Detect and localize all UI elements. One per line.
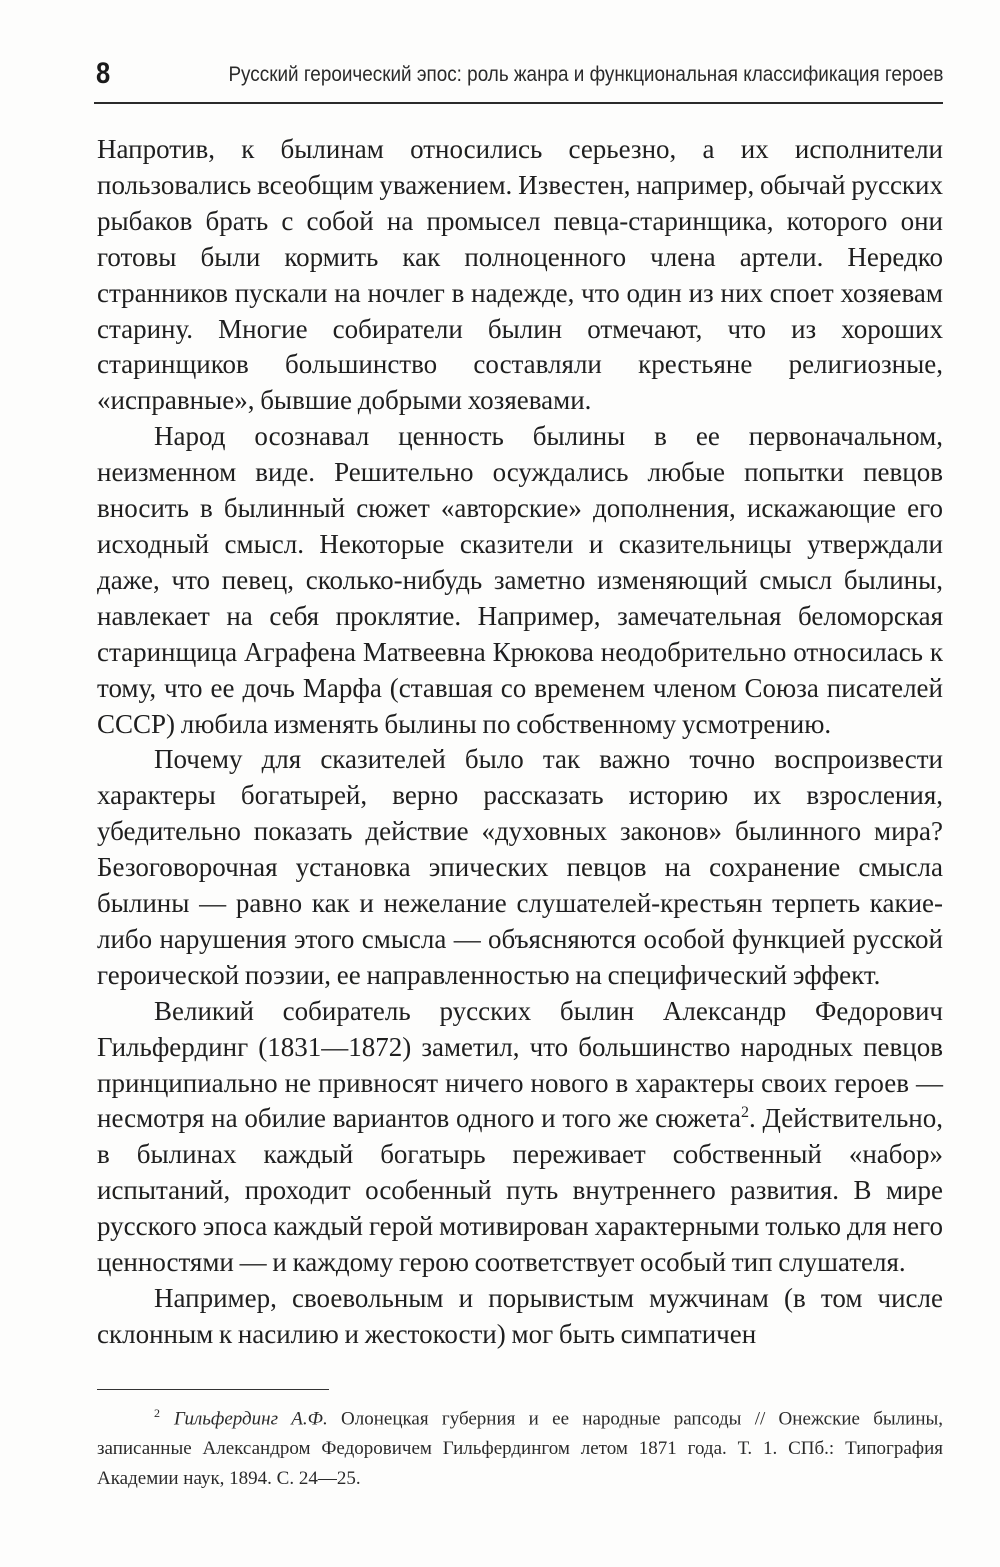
footnote-text: Олонецкая губерния и ее народные рапсоды // Онежские былины, записанные Александром Федоровичем Гильфердингом летом 1871 года. Т. 1. СПб.: Типография Академии наук, 1894. С. 24—25.	[97, 1408, 943, 1490]
paragraph-2: Народ осознавал ценность былины в ее первоначальном, неизменном виде. Решительно осуждались любые попытки певцов вносить в былинный сюжет «авторские» дополнения, искажающие его исходный смысл. Некоторые сказители и сказительницы утверждали даже, что певец, сколько-нибудь заметно изменяющий смысл былины, навлекает на себя проклятие. Например, замечательная беломорская старинщица Аграфена Матвеевна Крюкова неодобрительно относилась к тому, что ее дочь Марфа (ставшая со временем членом Союза писателей СССР) любила изменять былины по собственному усмотрению.	[97, 421, 943, 739]
paragraph-4	[97, 994, 943, 1281]
paragraph-1: Напротив, к былинам относились серьезно, а их исполнители пользовались всеобщим уважением. Известен, например, обычай русских рыбаков брать с собой на промысел певца-старинщика, которого они готовы были кормить как полноценного члена артели. Нередко странников пускали на ночлег в надежде, что один из них споет хозяевам старину. Многие собиратели былин отмечают, что из хороших старинщиков большинство составляли крестьяне религиозные, «исправные», бывшие добрыми хозяевами.	[97, 134, 943, 416]
body-text	[97, 132, 943, 1353]
running-title: Русский героический эпос: роль жанра и функциональная классификация героев	[227, 63, 943, 86]
footnote-divider	[97, 1389, 329, 1390]
footnote-author: Гильфердинг А.Ф.	[174, 1408, 328, 1430]
footnote	[97, 1398, 943, 1494]
running-header	[94, 52, 943, 104]
footnote-number: 2	[154, 1406, 160, 1420]
paragraph-4-text-after-ref: . Действительно, в былинах каждый богатырь переживает собственный «набор» испытаний, проходит особенный путь внутреннего развития. В мире русского эпоса каждый герой мотивирован характерными только для него ценностями — и каждому герою соответствует особый тип слушателя.	[97, 1103, 943, 1278]
paragraph-4-text-before-ref: Великий собиратель русских былин Александр Федорович Гильфердинг (1831—1872) заметил, что большинство народных певцов принципиально не привносят ничего нового в характеры своих героев — несмотря на обилие вариантов одного и того же сюжета	[97, 995, 943, 1134]
paragraph-3: Почему для сказителей было так важно точно воспроизвести характеры богатырей, верно рассказать историю их взросления, убедительно показать действие «духовных законов» былинного мира? Безоговорочная установка эпических певцов на сохранение смысла былины — равно как и нежелание слушателей-крестьян терпеть какие-либо нарушения этого смысла — объясняются особой функцией русской героической поэзии, ее направленностью на специфический эффект.	[97, 744, 943, 990]
footnote-reference[interactable]: 2	[741, 1104, 749, 1122]
paragraph-5: Например, своевольным и порывистым мужчинам (в том числе склонным к насилию и жестокости) мог быть симпатичен	[97, 1283, 943, 1349]
page-number: 8	[96, 57, 111, 90]
